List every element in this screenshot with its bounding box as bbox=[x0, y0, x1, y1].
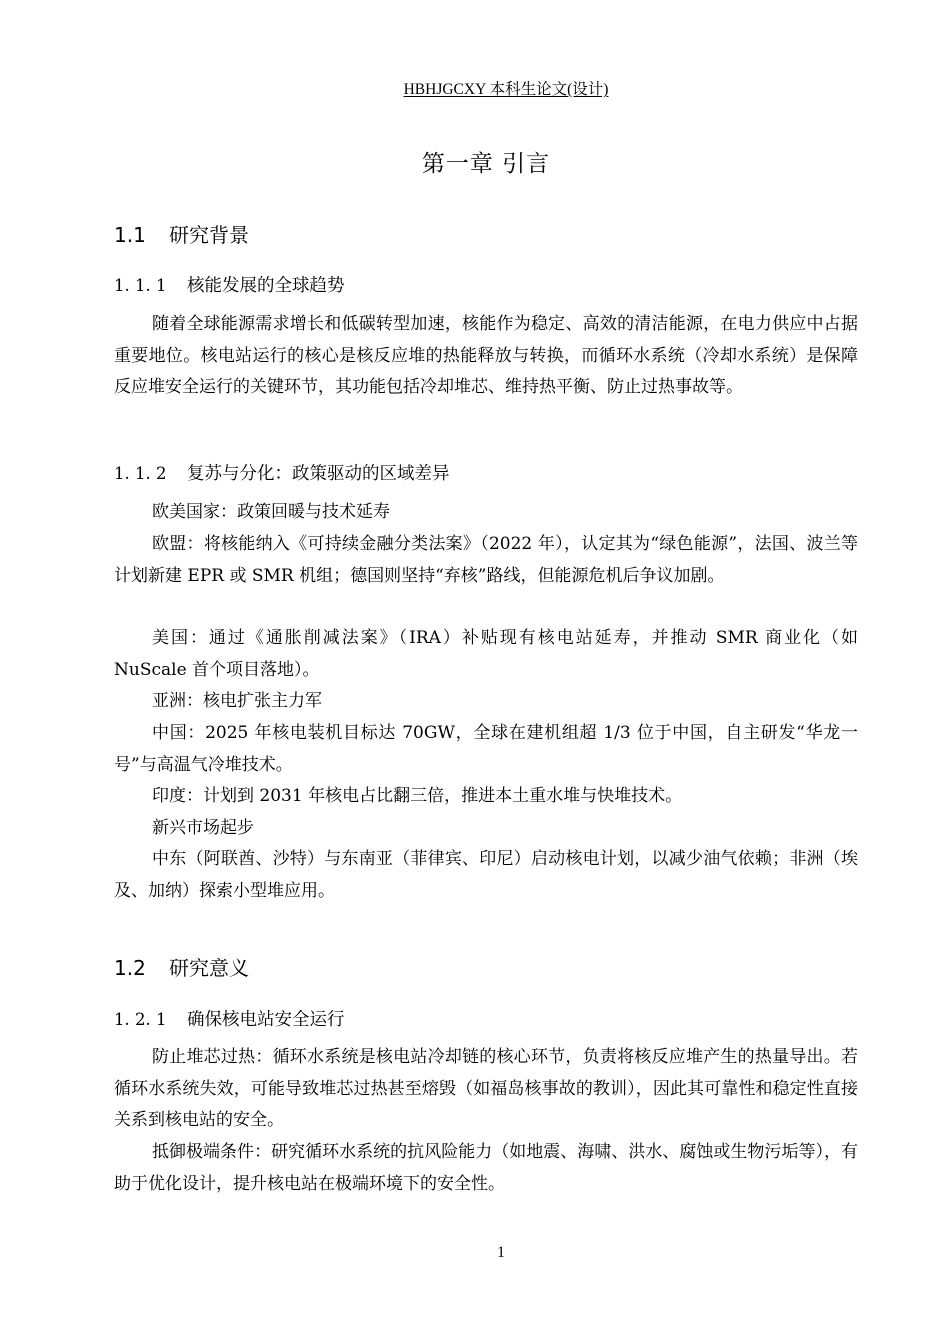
page-number: 1 bbox=[497, 1244, 505, 1261]
paragraph: 随着全球能源需求增长和低碳转型加速，核能作为稳定、高效的清洁能源，在电力供应中占据重要地位。核电站运行的核心是核反应堆的热能释放与转换，而循环水系统（冷却水系统）是保障反应堆安全运行的关键环节，其功能包括冷却堆芯、维持热平衡、防止过热事故等。 bbox=[114, 314, 858, 397]
subsection-heading-1-2-1 bbox=[114, 1006, 345, 1031]
paragraph: 抵御极端条件：研究循环水系统的抗风险能力（如地震、海啸、洪水、腐蚀或生物污垢等），有助于优化设计，提升核电站在极端环境下的安全性。 bbox=[114, 1142, 858, 1194]
section-title: 研究背景 bbox=[169, 223, 249, 247]
subsection-heading-1-1-2 bbox=[114, 460, 450, 485]
chapter-title: 第一章 引言 bbox=[421, 151, 551, 177]
subsection-number: 1. 2. 1 bbox=[114, 1010, 167, 1029]
paragraph: 中国：2025 年核电装机目标达 70GW，全球在建机组超 1/3 位于中国，自主研发“华龙一号”与高温气冷堆技术。 bbox=[114, 723, 858, 775]
subsection-title: 确保核电站安全运行 bbox=[187, 1010, 345, 1030]
subsection-heading-1-1-1 bbox=[114, 272, 345, 297]
section-heading-1-2 bbox=[114, 952, 249, 981]
section-number: 1.1 bbox=[114, 223, 146, 247]
section-title: 研究意义 bbox=[169, 956, 249, 980]
subsection-number: 1. 1. 1 bbox=[114, 276, 167, 295]
section-number: 1.2 bbox=[114, 956, 146, 980]
subsection-number: 1. 1. 2 bbox=[114, 464, 167, 483]
paragraph: 防止堆芯过热：循环水系统是核电站冷却链的核心环节，负责将核反应堆产生的热量导出。若循环水系统失效，可能导致堆芯过热甚至熔毁（如福岛核事故的教训），因此其可靠性和稳定性直接关系到核电站的安全。 bbox=[114, 1047, 858, 1130]
paragraph: 欧盟：将核能纳入《可持续金融分类法案》（2022 年），认定其为“绿色能源”，法国、波兰等计划新建 EPR 或 SMR 机组；德国则坚持“弃核”路线，但能源危机后争议加剧。 bbox=[114, 534, 858, 586]
paragraph: 亚洲：核电扩张主力军 bbox=[152, 691, 322, 711]
paragraph: 中东（阿联酋、沙特）与东南亚（菲律宾、印尼）启动核电计划，以减少油气依赖；非洲（埃及、加纳）探索小型堆应用。 bbox=[114, 849, 858, 901]
section-heading-1-1 bbox=[114, 219, 249, 248]
running-header: HBHJGCXY 本科生论文(设计) bbox=[403, 81, 609, 98]
subsection-title: 复苏与分化：政策驱动的区域差异 bbox=[187, 464, 450, 484]
subsection-title: 核能发展的全球趋势 bbox=[187, 276, 345, 296]
paragraph: 美国：通过《通胀削减法案》（IRA）补贴现有核电站延寿，并推动 SMR 商业化（如 NuScale 首个项目落地）。 bbox=[114, 628, 858, 680]
paragraph: 印度：计划到 2031 年核电占比翻三倍，推进本土重水堆与快堆技术。 bbox=[152, 786, 683, 806]
paragraph: 新兴市场起步 bbox=[152, 818, 254, 838]
paragraph: 欧美国家：政策回暖与技术延寿 bbox=[152, 502, 390, 522]
